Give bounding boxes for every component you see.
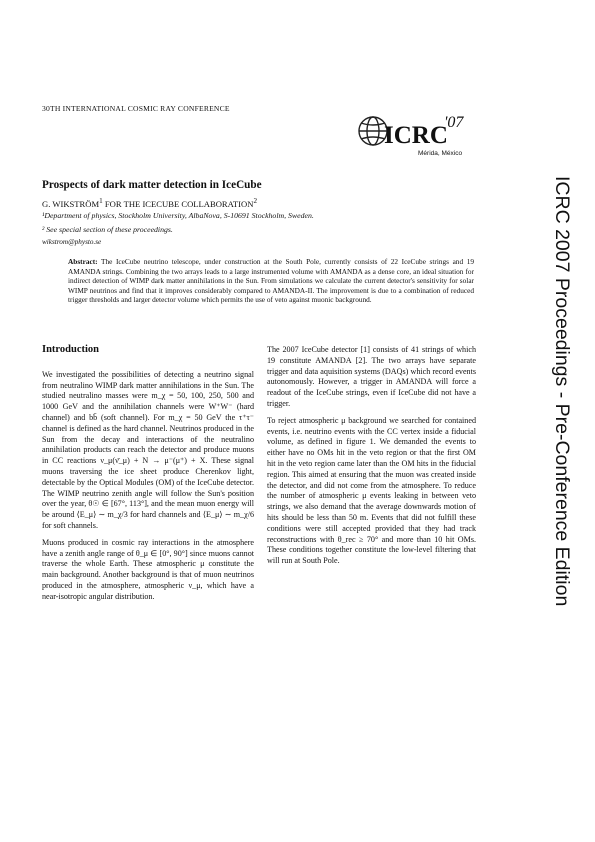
left-paragraph-1: We investigated the possibilities of detecting a neutrino signal from neutralino WIMP dark matter annihilations in the Sun. The studied neutralino masses were m_χ = 50, 100, 250, 500 and 1000 GeV and the annihilation channels were W⁺W⁻ (hard channel) and bb̄ (soft channel). For m_χ = 50 GeV the τ⁺τ⁻ channel is defined as the hard channel. Neutrinos produced in the Sun from the decay and interactions of the neutralino annihilation products can reach the detector and produce muons in CC reactions ν_μ(ν̄_μ) + N → μ⁻(μ⁺) + X. These signal muons traversing the ice sheet produce Cherenkov light, detectable by the Optical Modules (OM) of the IceCube detector. The WIMP neutrino zenith angle will follow the Sun's position over the year, θ☉ ∈ [67°, 113°], and the mean muon energy will be around ⟨E_μ⟩ ∼ m_χ/3 for hard channels and ⟨E_μ⟩ ∼ m_χ/6 for soft channels. — [42, 369, 254, 530]
collaboration: FOR THE ICECUBE COLLABORATION — [104, 198, 254, 209]
logo-location: Mérida, México — [418, 150, 463, 157]
abstract — [68, 257, 474, 305]
abstract-text: The IceCube neutrino telescope, under construction at the South Pole, currently consists of 22 IceCube strings and 19 AMANDA strings. Combining the two arrays leads to a large instrumented volume with AMANDA as a dense core, an ideal situation for indirect detection of WIMP dark matter annihilations in the Sun. From simulations we calculate the current detector's sensitivity for solar WIMP neutrinos and find that it improves considerably compared to AMANDA-II. The improvement is due to a combination of reduced trigger thresholds and larger detector volume which permits the use of veto against muonic background. — [68, 257, 474, 304]
sidebar-text: ICRC 2007 Proceedings - Pre-Conference Edition — [551, 176, 573, 607]
right-paragraph-1: The 2007 IceCube detector [1] consists of 41 strings of which 19 constitute AMANDA [2]. The two arrays have separate trigger and data aquisition systems (DAQs) which record events autonomously. However, a trigger in AMANDA will force a readout of the IceCube strings, even if IceCube did not have a trigger. — [267, 345, 476, 408]
affiliation-2: ² See special section of these proceedings. — [42, 225, 173, 234]
icrc-logo — [356, 105, 476, 165]
author-name: G. WIKSTRÖM — [42, 198, 100, 209]
paper-title: Prospects of dark matter detection in IceCube — [42, 179, 262, 191]
conference-header: 30TH INTERNATIONAL COSMIC RAY CONFERENCE — [42, 104, 230, 113]
author-sup: 1 — [99, 197, 103, 205]
globe-icon — [359, 117, 387, 145]
affiliation-1: ¹Department of physics, Stockholm University, AlbaNova, S-10691 Stockholm, Sweden. — [42, 211, 314, 220]
intro-heading: Introduction — [42, 344, 99, 355]
author-line — [42, 197, 257, 209]
logo-text: ICRC — [384, 122, 448, 149]
abstract-label: Abstract: — [68, 257, 98, 266]
right-column — [267, 345, 476, 573]
left-paragraph-2: Muons produced in cosmic ray interactions in the atmosphere have a zenith angle range of θ_μ ∈ [0°, 90°] since muons cannot traverse the whole Earth. These atmospheric μ constitute the main background. Another background is that of muon neutrinos produced in the atmosphere, atmospheric ν_μ, which have a near-isotropic angular distribution. — [42, 537, 254, 601]
collab-sup: 2 — [253, 197, 258, 205]
proceedings-sidebar — [553, 176, 593, 696]
logo-year: '07 — [444, 114, 464, 131]
email: wikstrom@physto.se — [42, 238, 102, 246]
left-column — [42, 345, 254, 609]
right-paragraph-2: To reject atmospheric μ background we searched for contained events, i.e. neutrino events with the CC vertex inside a fiducial volume, as defined in figure 1. We demanded the events to either have no OMs hit in the veto region or that the first OM hit in the veto region came later than the OM hits in the fiducial region. This aimed at ensuring that the muon was created inside the detector, and did not come from the atmosphere. To reduce the number of atmospheric μ events leaking in between veto strings, we also demand that the average downwards motion of hits should be less than 50 m. Events that did not fulfill these conditions were still accepted provided that they had track reconstructions with θ_rec ≥ 70° and more than 10 hit OMs. These conditions together constitute the low-level filtering that will run at South Pole. — [267, 415, 476, 566]
